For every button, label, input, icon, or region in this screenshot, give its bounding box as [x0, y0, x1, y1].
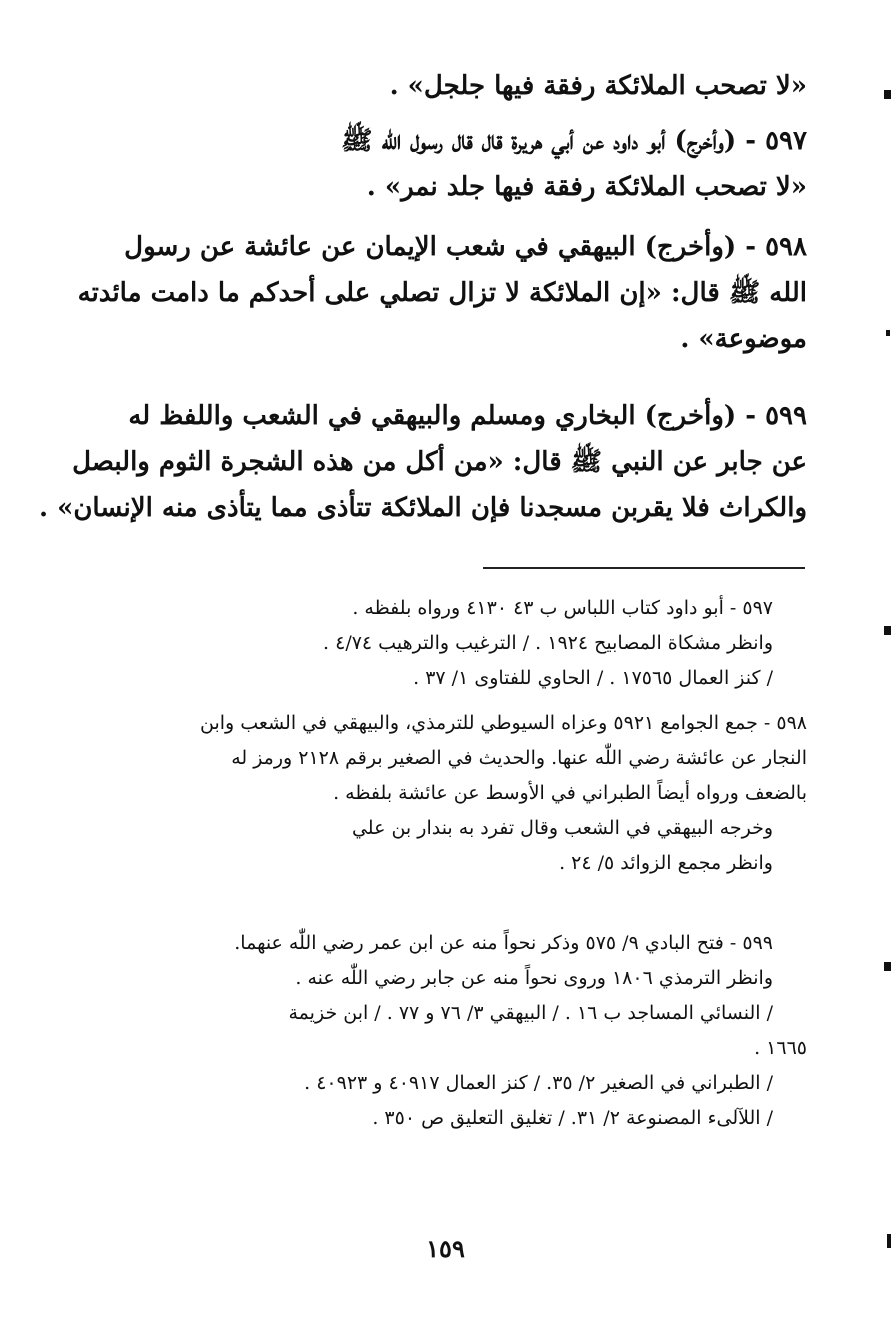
footnote-line: / النسائي المساجد ب ١٦ . / البيهقي ٣/ ٧٦ و ٧٧ . / ابن خزيمة [288, 1002, 773, 1024]
scan-edge-mark [884, 90, 891, 99]
text-line: ٥٩٧ - (وأخرج) أبو داود عن أبي هريرة قال قال رسول اللّٰه ﷺ [341, 126, 807, 156]
footnote-line: / اللآلىء المصنوعة ٢/ ٣١. / تغليق التعليق ص ٣٥٠ . [372, 1107, 773, 1129]
scan-edge-mark [886, 330, 890, 336]
hadith-598 [77, 224, 807, 362]
scan-edge-mark [887, 1234, 891, 1248]
scan-edge-mark [884, 626, 891, 635]
text-line: ٥٩٩ - (وأخرج) البخاري ومسلم والبيهقي في الشعب واللفظ له [128, 401, 807, 431]
footnote-line: ٥٩٨ - جمع الجوامع ٥٩٢١ وعزاه السيوطي للترمذي، والبيهقي في الشعب وابن [200, 712, 807, 734]
footnote-divider [483, 567, 805, 569]
continuation-paragraph [127, 63, 807, 109]
hadith-number: ٥٩٧ - [745, 126, 807, 156]
footnote-line: وخرجه البيهقي في الشعب وقال تفرد به بندار بن علي [351, 817, 773, 839]
footnote-line: / كنز العمال ١٧٥٦٥ . / الحاوي للفتاوى ١/ ٣٧ . [413, 667, 773, 689]
text-line: عن جابر عن النبي ﷺ قال: «من أكل من هذه الشجرة الثوم والبصل [72, 447, 807, 477]
page-number: ١٥٩ [426, 1234, 465, 1263]
footnote-line: ٥٩٧ - أبو داود كتاب اللباس ب ٤٣ ٤١٣٠ ورواه بلفظه . [352, 597, 773, 619]
hadith-number: ٥٩٩ - [745, 401, 807, 431]
footnote-line: بالضعف ورواه أيضاً الطبراني في الأوسط عن عائشة بلفظه . [333, 782, 807, 804]
text-line: والكراث فلا يقربن مسجدنا فإن الملائكة تتأذى مما يتأذى منه الإنسان» . [38, 493, 807, 523]
hadith-599 [38, 393, 807, 531]
text-line: موضوعة» . [680, 324, 807, 354]
text-line: «لا تصحب الملائكة رفقة فيها جلجل» . [389, 71, 807, 101]
scan-edge-mark [884, 962, 891, 971]
footnote-599 [117, 926, 807, 1136]
footnote-line: النجار عن عائشة رضي اللّٰه عنها. والحديث في الصغير برقم ٢١٢٨ ورمز له [231, 747, 807, 769]
footnote-line: وانظر الترمذي ١٨٠٦ وروى نحواً منه عن جابر رضي اللّٰه عنه . [295, 967, 773, 989]
hadith-number: ٥٩٨ - [745, 232, 807, 262]
footnote-597 [117, 591, 807, 696]
hadith-597 [127, 118, 807, 210]
footnote-line: وانظر مشكاة المصابيح ١٩٢٤ . / الترغيب والترهيب ٤/٧٤ . [323, 632, 773, 654]
text-line: الله ﷺ قال: «إن الملائكة لا تزال تصلي على أحدكم ما دامت مائدته [77, 278, 807, 308]
footnote-line: وانظر مجمع الزوائد ٥/ ٢٤ . [559, 852, 773, 874]
footnote-line: / الطبراني في الصغير ٢/ ٣٥. / كنز العمال ٤٠٩١٧ و ٤٠٩٢٣ . [304, 1072, 773, 1094]
text-line: «لا تصحب الملائكة رفقة فيها جلد نمر» . [366, 172, 807, 202]
footnote-line: ٥٩٩ - فتح البادي ٩/ ٥٧٥ وذكر نحواً منه عن ابن عمر رضي اللّٰه عنهما. [234, 932, 773, 954]
text-line: ٥٩٨ - (وأخرج) البيهقي في شعب الإيمان عن عائشة عن رسول [124, 232, 807, 262]
footnote-598 [117, 706, 807, 881]
footnote-line: ١٦٦٥ . [754, 1037, 807, 1059]
